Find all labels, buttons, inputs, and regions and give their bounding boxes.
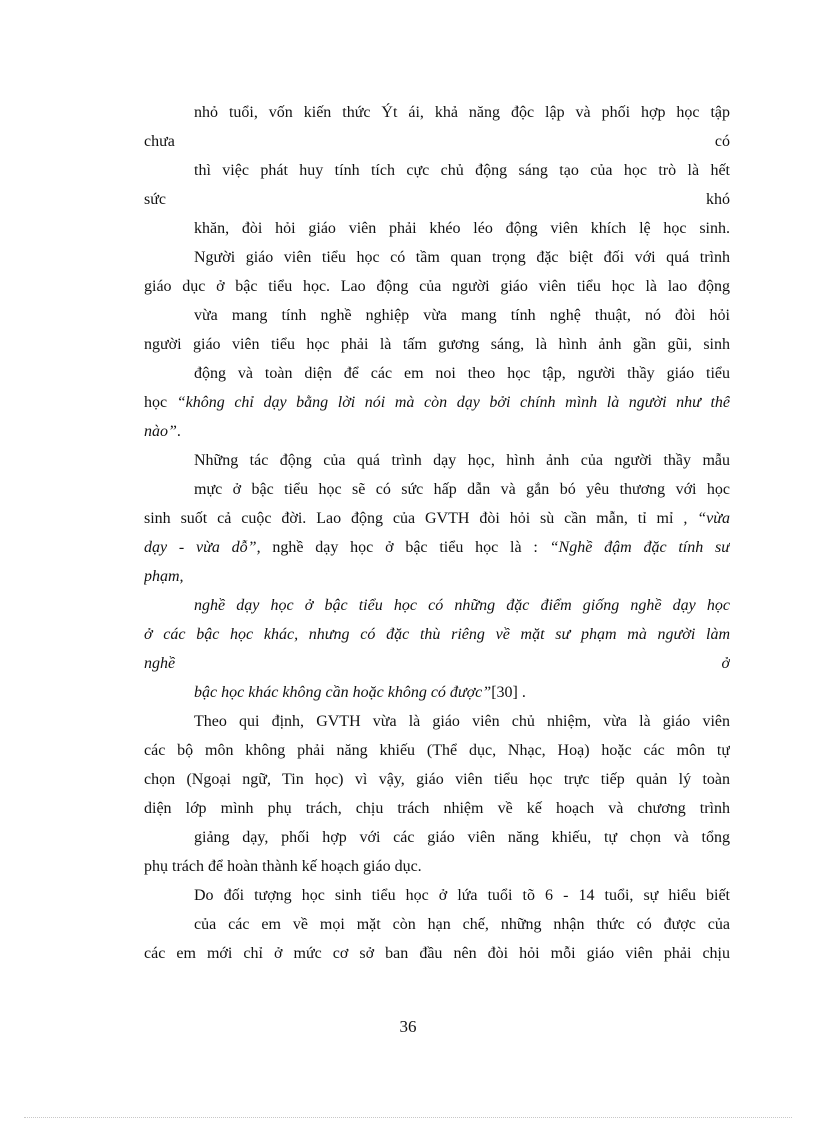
text-line: Người giáo viên tiểu học có tầm quan trọng đặc biệt đối với quá trình bbox=[194, 249, 730, 266]
line-start: nghề bbox=[144, 655, 176, 672]
text-line: ở các bậc học khác, nhưng có đặc thù riêng về mặt sư phạm mà người làm bbox=[144, 626, 730, 643]
text-line: các em mới chỉ ở mức cơ sở ban đầu nên đòi hỏi mỗi giáo viên phải chịu bbox=[144, 945, 730, 962]
line-end: ở bbox=[721, 655, 730, 672]
line-start: sức bbox=[144, 191, 166, 208]
text-line: vừa mang tính nghề nghiệp vừa mang tính nghệ thuật, nó đòi hỏi bbox=[194, 307, 730, 324]
quote-text: bậc học khác không cần hoặc không có được” bbox=[194, 684, 492, 701]
text-line: của các em về mọi mặt còn hạn chế, những nhận thức có được của bbox=[194, 916, 730, 933]
text-line: diện lớp mình phụ trách, chịu trách nhiệm về kế hoạch và chương trình bbox=[144, 800, 730, 817]
line-text: . bbox=[176, 423, 181, 440]
line-text: , nghề dạy học ở bậc tiểu học là : bbox=[256, 539, 550, 556]
text-line bbox=[144, 185, 730, 214]
text-line: Do đối tượng học sinh tiểu học ở lứa tuổi tõ 6 - 14 tuổi, sự hiểu biết bbox=[194, 887, 730, 904]
line-start: chưa bbox=[144, 133, 175, 150]
text-line: giáo dục ở bậc tiểu học. Lao động của người giáo viên tiểu học là lao động bbox=[144, 278, 730, 295]
text-line bbox=[144, 388, 730, 417]
quote-text: dạy - vừa dỗ” bbox=[144, 539, 257, 556]
page-bottom-divider bbox=[24, 1117, 792, 1118]
text-line: nghề dạy học ở bậc tiểu học có những đặc điểm giống nghề dạy học bbox=[194, 597, 730, 614]
quote-text: , “vừa bbox=[683, 510, 730, 527]
text-line bbox=[144, 649, 730, 678]
line-end: có bbox=[714, 133, 730, 150]
text-line bbox=[144, 417, 730, 446]
text-line bbox=[144, 678, 730, 707]
quote-text: “Nghề đậm đặc tính sư bbox=[549, 539, 730, 556]
text-line bbox=[144, 127, 730, 156]
body-text bbox=[144, 98, 730, 968]
line-end: khó bbox=[706, 191, 730, 208]
text-line: Những tác động của quá trình dạy học, hình ảnh của người thầy mẫu bbox=[194, 452, 730, 469]
line-text: sinh suốt cả cuộc đời. Lao động của GVTH đòi hỏi sù cần mẫn, tỉ mỉ bbox=[144, 510, 684, 527]
text-line: các bộ môn không phải năng khiếu (Thể dục, Nhạc, Hoạ) hoặc các môn tự bbox=[144, 742, 730, 759]
text-line: thì việc phát huy tính tích cực chủ động sáng tạo của học trò là hết bbox=[194, 162, 730, 179]
text-line: Theo qui định, GVTH vừa là giáo viên chủ nhiệm, vừa là giáo viên bbox=[194, 713, 730, 730]
text-line: khăn, đòi hỏi giáo viên phải khéo léo động viên khích lệ học sinh. bbox=[194, 220, 730, 237]
text-line: nhỏ tuổi, vốn kiến thức Ýt ái, khả năng độc lập và phối hợp học tập bbox=[194, 104, 730, 121]
quote-text: “không chỉ dạy bằng lời nói mà còn dạy bởi chính mình là người như thế bbox=[176, 394, 730, 411]
text-line: người giáo viên tiểu học phải là tấm gương sáng, là hình ảnh gần gũi, sinh bbox=[144, 336, 730, 353]
text-line bbox=[144, 533, 730, 562]
citation: [30] . bbox=[491, 684, 526, 701]
text-line: phụ trách để hoàn thành kế hoạch giáo dục. bbox=[144, 858, 422, 875]
text-line: mực ở bậc tiểu học sẽ có sức hấp dẫn và gắn bó yêu thương với học bbox=[194, 481, 730, 498]
quote-text: nào” bbox=[144, 423, 177, 440]
text-line: phạm, bbox=[144, 568, 184, 585]
text-line bbox=[144, 504, 730, 533]
text-line: giảng dạy, phối hợp với các giáo viên năng khiếu, tự chọn và tổng bbox=[194, 829, 730, 846]
line-text: học bbox=[144, 394, 177, 411]
page-number: 36 bbox=[399, 1017, 417, 1036]
text-line: động và toàn diện để các em noi theo học tập, người thầy giáo tiểu bbox=[194, 365, 730, 382]
text-line: chọn (Ngoại ngữ, Tin học) vì vậy, giáo viên tiểu học trực tiếp quản lý toàn bbox=[144, 771, 730, 788]
